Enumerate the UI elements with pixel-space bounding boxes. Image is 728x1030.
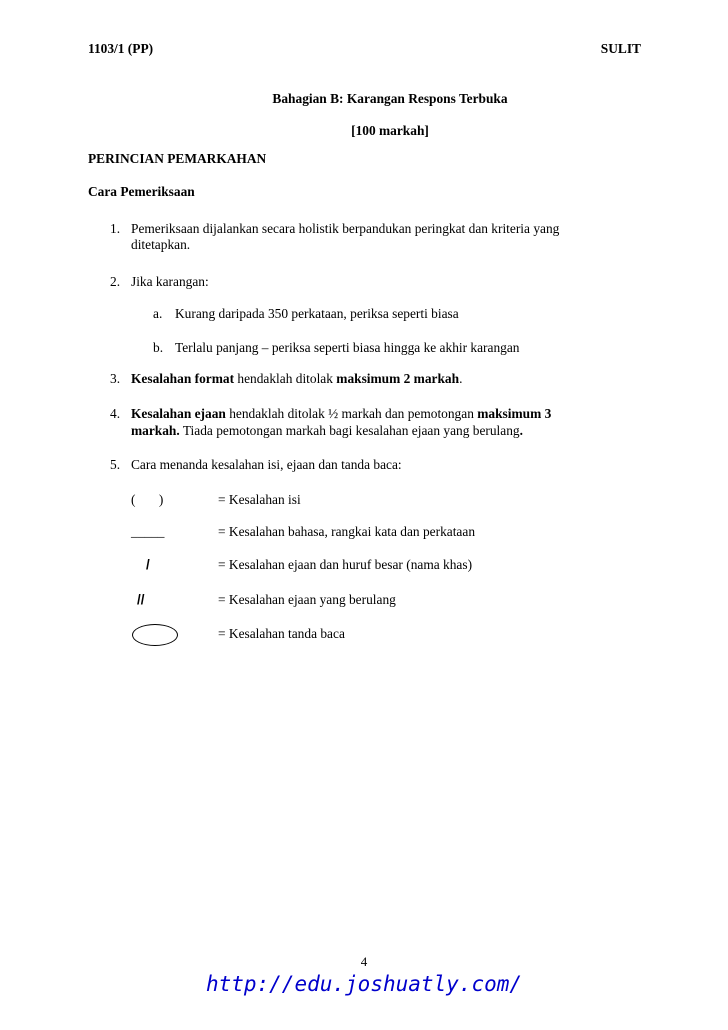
bold-phrase: maksimum 2 markah xyxy=(336,371,460,386)
bold-phrase: maksimum 3 xyxy=(477,406,552,421)
list-number: 4. xyxy=(110,406,121,421)
sublist-letter: a. xyxy=(153,306,163,321)
sublist-item-text: Kurang daripada 350 perkataan, periksa seperti biasa xyxy=(175,306,459,321)
total-marks: [100 markah] xyxy=(351,123,429,138)
plain-phrase: hendaklah ditolak ½ markah dan pemotongan xyxy=(225,406,478,421)
slash-symbol: / xyxy=(146,557,150,572)
parentheses-symbol: ( ) xyxy=(131,492,164,507)
list-item-text xyxy=(131,423,523,439)
list-number: 2. xyxy=(110,274,121,289)
bold-phrase: Kesalahan format xyxy=(131,371,235,386)
document-code: 1103/1 (PP) xyxy=(88,41,154,56)
page-number: 4 xyxy=(360,954,368,969)
legend-meaning: = Kesalahan bahasa, rangkai kata dan perkataan xyxy=(218,524,476,539)
plain-phrase: . xyxy=(459,371,463,386)
footer-url-link[interactable]: http://edu.joshuatly.com/ xyxy=(205,972,523,996)
bold-phrase: . xyxy=(519,423,523,438)
legend-meaning: = Kesalahan ejaan yang berulang xyxy=(218,592,396,607)
classification-label: SULIT xyxy=(600,41,641,56)
list-number: 5. xyxy=(110,457,121,472)
list-item-text: Jika karangan: xyxy=(131,274,209,289)
sublist-item-text: Terlalu panjang – periksa seperti biasa hingga ke akhir karangan xyxy=(175,340,520,355)
double-slash-symbol: // xyxy=(137,592,145,607)
oval-outline-icon xyxy=(132,624,178,646)
list-item-text: Pemeriksaan dijalankan secara holistik berpandukan peringkat dan kriteria yang xyxy=(131,221,560,236)
section-title: Bahagian B: Karangan Respons Terbuka xyxy=(272,91,508,106)
bold-phrase: Kesalahan ejaan xyxy=(131,406,226,421)
bold-phrase: markah. xyxy=(131,423,180,438)
subheading: Cara Pemeriksaan xyxy=(88,184,195,199)
legend-meaning: = Kesalahan tanda baca xyxy=(218,626,345,641)
list-item-text: ditetapkan. xyxy=(131,237,191,252)
plain-phrase: Tiada pemotongan markah bagi kesalahan ejaan yang berulang xyxy=(179,423,520,438)
plain-phrase: hendaklah ditolak xyxy=(234,371,337,386)
underline-symbol: _____ xyxy=(131,524,165,539)
list-item-text xyxy=(131,406,551,422)
sublist-letter: b. xyxy=(153,340,164,355)
list-number: 3. xyxy=(110,371,121,386)
list-item-text xyxy=(131,371,462,387)
page-heading: PERINCIAN PEMARKAHAN xyxy=(88,151,267,166)
legend-meaning: = Kesalahan isi xyxy=(218,492,301,507)
list-number: 1. xyxy=(110,221,121,236)
legend-meaning: = Kesalahan ejaan dan huruf besar (nama khas) xyxy=(218,557,473,572)
list-item-text: Cara menanda kesalahan isi, ejaan dan tanda baca: xyxy=(131,457,402,472)
